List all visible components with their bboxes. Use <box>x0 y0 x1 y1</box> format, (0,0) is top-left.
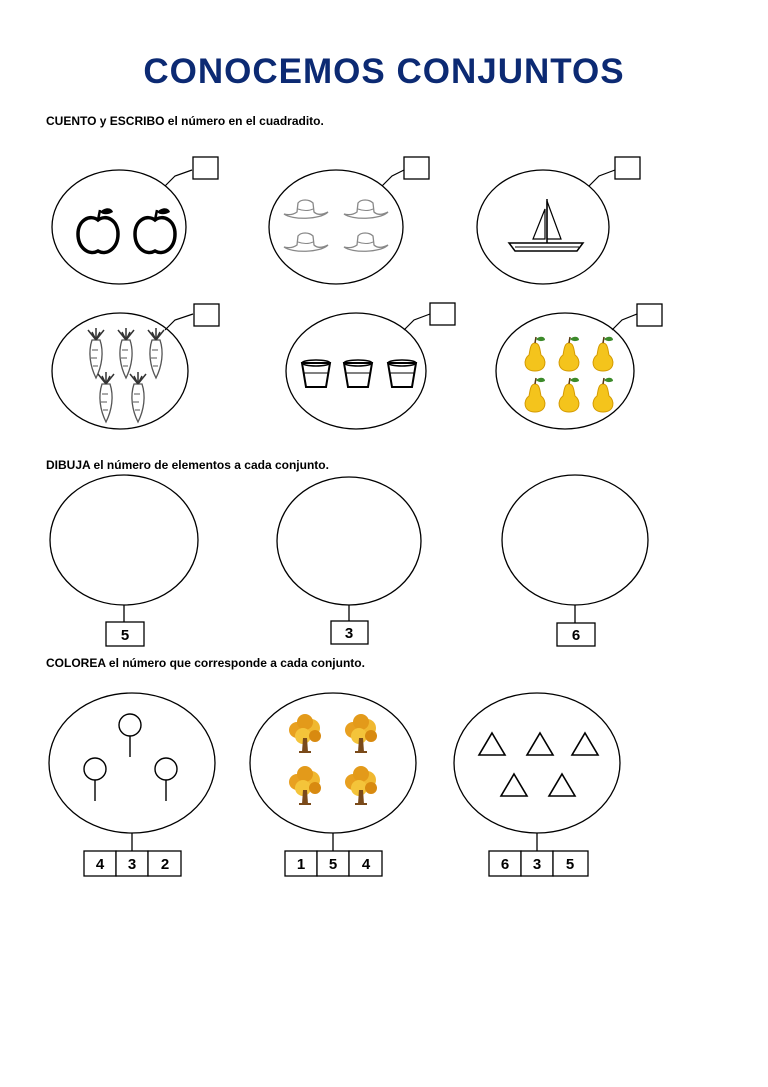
set-sailboat <box>477 170 615 284</box>
draw-set-2[interactable] <box>277 477 421 644</box>
color-set-trees <box>250 693 416 851</box>
instruction-color: COLOREA el número que corresponde a cada conjunto. <box>46 656 365 670</box>
option-number: 6 <box>500 856 510 873</box>
option-number: 1 <box>296 856 306 873</box>
set-apples <box>52 170 192 284</box>
answer-box-pears[interactable] <box>637 304 662 326</box>
draw-set-3[interactable] <box>502 475 648 646</box>
color-set-lollipops <box>49 693 215 851</box>
page-title: CONOCEMOS CONJUNTOS <box>143 52 625 91</box>
answer-box-sailboat[interactable] <box>615 157 640 179</box>
option-number: 4 <box>361 856 371 873</box>
set-cups <box>286 313 430 429</box>
set-pears <box>496 313 637 429</box>
option-number: 2 <box>160 856 170 873</box>
draw-number-1: 5 <box>120 627 130 644</box>
option-number: 5 <box>565 856 575 873</box>
draw-set-1[interactable] <box>50 475 198 646</box>
draw-number-3: 6 <box>571 627 581 644</box>
option-number: 3 <box>532 856 542 873</box>
option-number: 3 <box>127 856 137 873</box>
instruction-draw: DIBUJA el número de elementos a cada conjunto. <box>46 458 329 472</box>
answer-box-apples[interactable] <box>193 157 218 179</box>
option-number: 4 <box>95 856 105 873</box>
option-number: 5 <box>328 856 338 873</box>
answer-box-cups[interactable] <box>430 303 455 325</box>
color-set-triangles <box>454 693 620 851</box>
answer-box-hats[interactable] <box>404 157 429 179</box>
answer-box-carrots[interactable] <box>194 304 219 326</box>
set-carrots <box>52 313 193 429</box>
draw-number-2: 3 <box>344 625 354 642</box>
set-hats <box>269 170 404 284</box>
instruction-count-write: CUENTO y ESCRIBO el número en el cuadradito. <box>46 114 324 128</box>
